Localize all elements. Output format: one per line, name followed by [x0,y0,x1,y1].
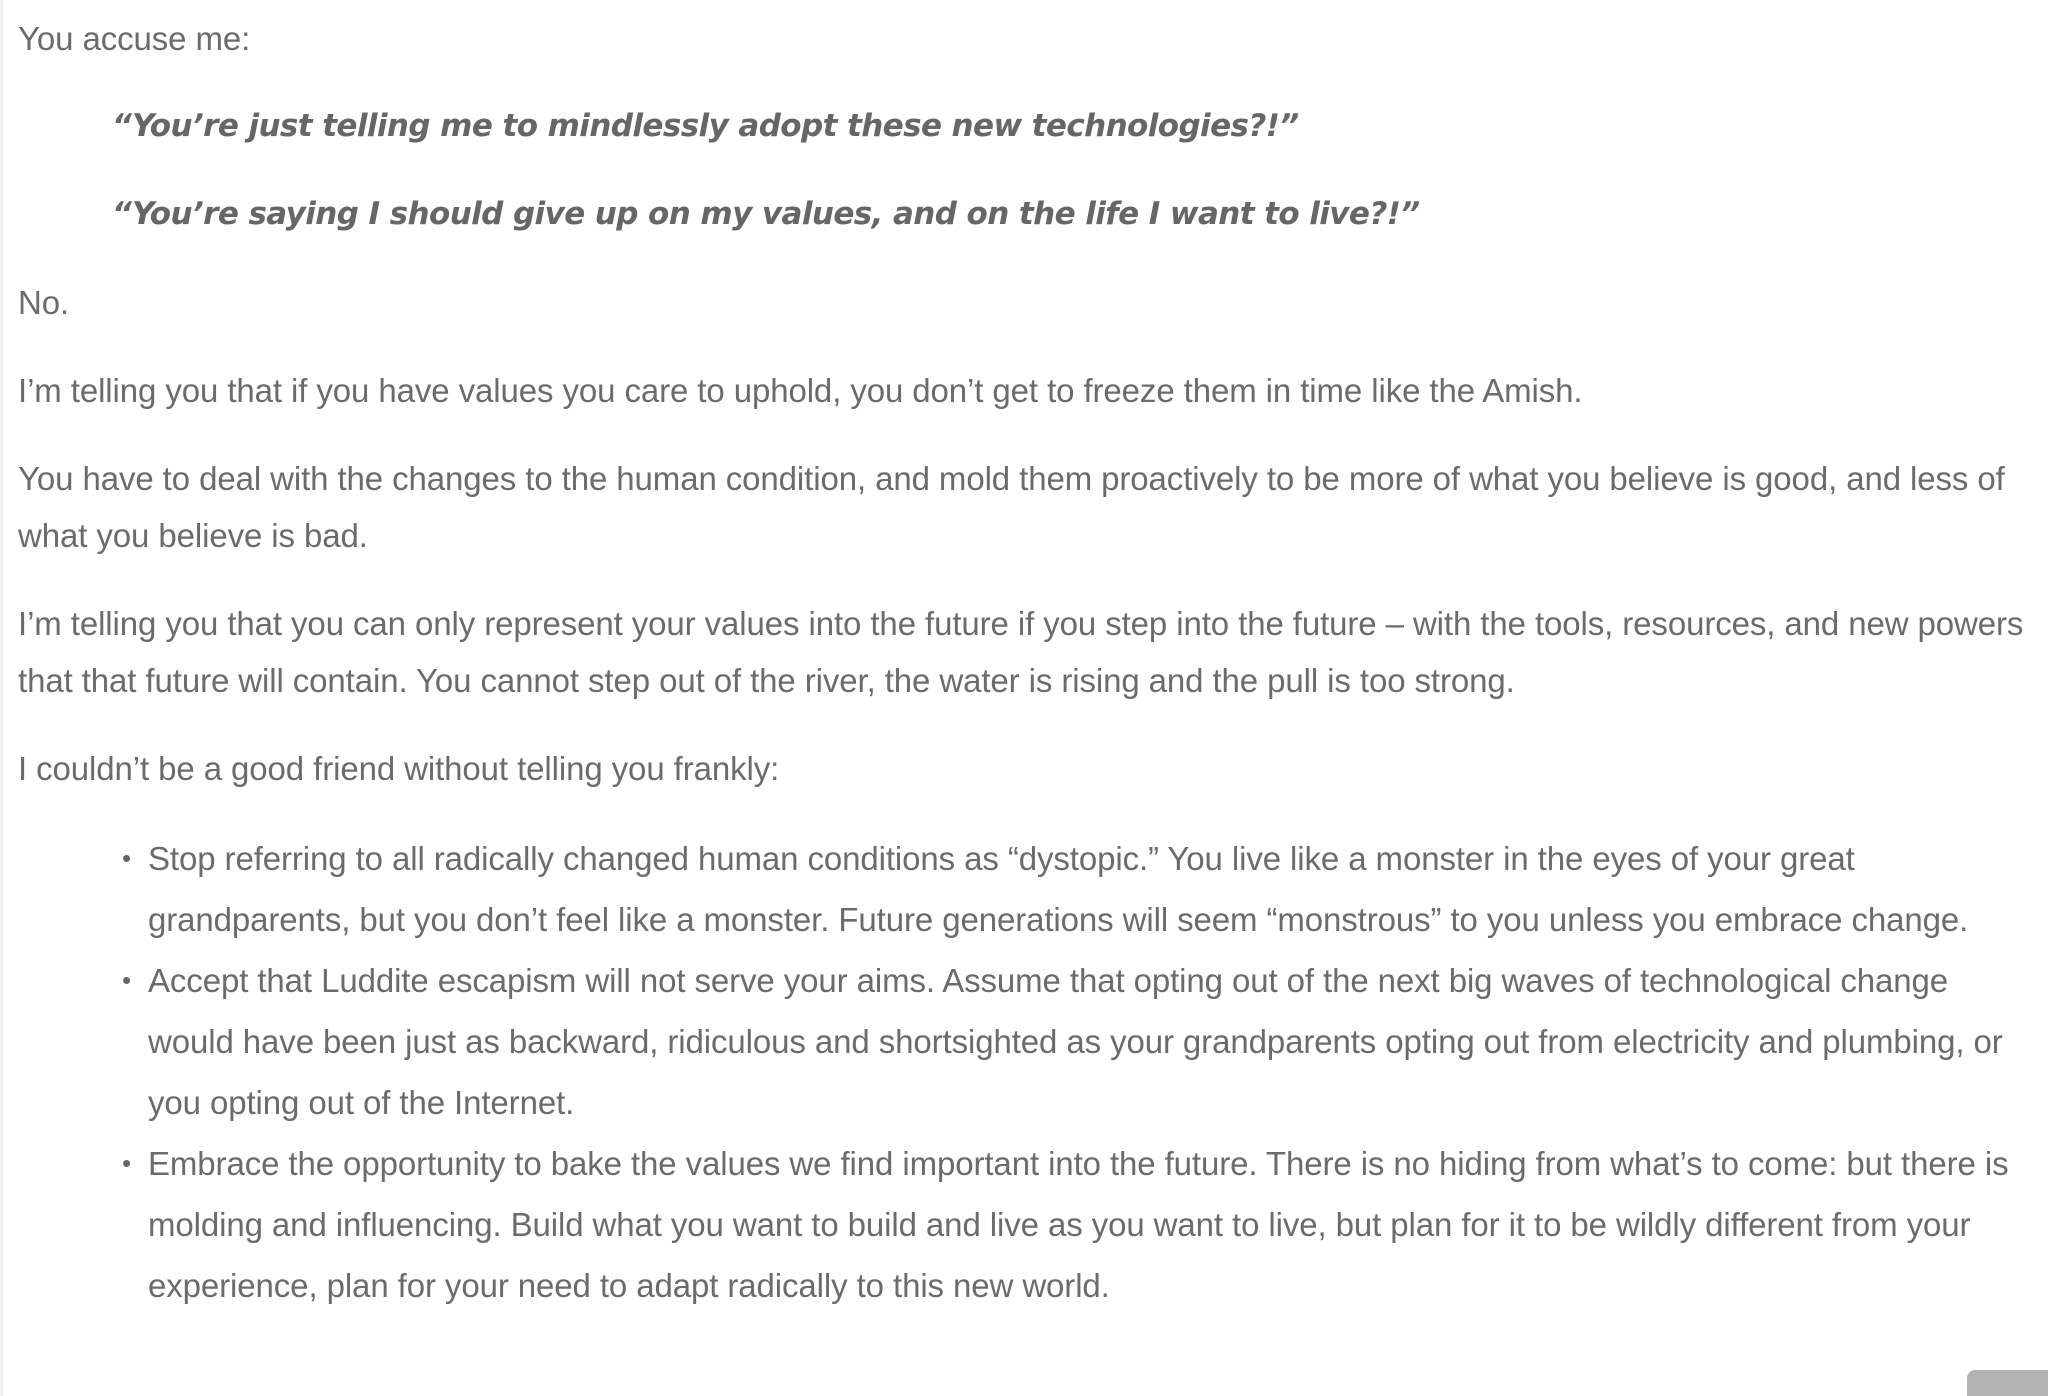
intro-paragraph: You accuse me: [18,20,251,57]
left-border [0,0,3,1396]
list-item-text: Stop referring to all radically changed human conditions as “dystopic.” You live like a monster in the eyes of your great grandparents, but you don’t feel like a monster. Future generations will seem “monstrous” to you unless you embrace change. [148,840,1969,938]
paragraph-amish: I’m telling you that if you have values you care to uphold, you don’t get to freeze them in time like the Amish. [18,372,1583,409]
list-item [122,828,2028,950]
bullet-icon: • [122,1148,132,1178]
list-item-text: Embrace the opportunity to bake the values we find important into the future. There is no hiding from what’s to come: but there is molding and influencing. Build what you want to build and live as you want to live, but plan for it to be wildly different from your experience, plan for your need to adapt radically to this new world. [148,1145,2009,1304]
list-item-text: Accept that Luddite escapism will not serve your aims. Assume that opting out of the next big waves of technological change would have been just as backward, ridiculous and shortsighted as your grandparents opting out from electricity and plumbing, or you opting out of the Internet. [148,962,2003,1121]
paragraph-human-condition: You have to deal with the changes to the human condition, and mold them proactively to be more of what you believe is good, and less of what you believe is bad. [18,460,2005,554]
blockquote-1: “You’re just telling me to mindlessly adopt these new technologies?!” [112,108,1299,144]
list-item [122,1133,2028,1316]
article-body [18,10,2028,1316]
advice-list [18,828,2028,1316]
list-item [122,950,2028,1133]
paragraph-no: No. [18,284,70,321]
paragraph-frankly: I couldn’t be a good friend without telling you frankly: [18,750,780,787]
bullet-icon: • [122,965,132,995]
paragraph-future: I’m telling you that you can only represent your values into the future if you step into the future – with the tools, resources, and new powers that that future will contain. You cannot step out of the river, the water is rising and the pull is too strong. [18,605,2024,699]
scroll-to-top-button[interactable] [1967,1370,2048,1396]
blockquote-2: “You’re saying I should give up on my values, and on the life I want to live?!” [112,196,1420,232]
bullet-icon: • [122,843,132,873]
